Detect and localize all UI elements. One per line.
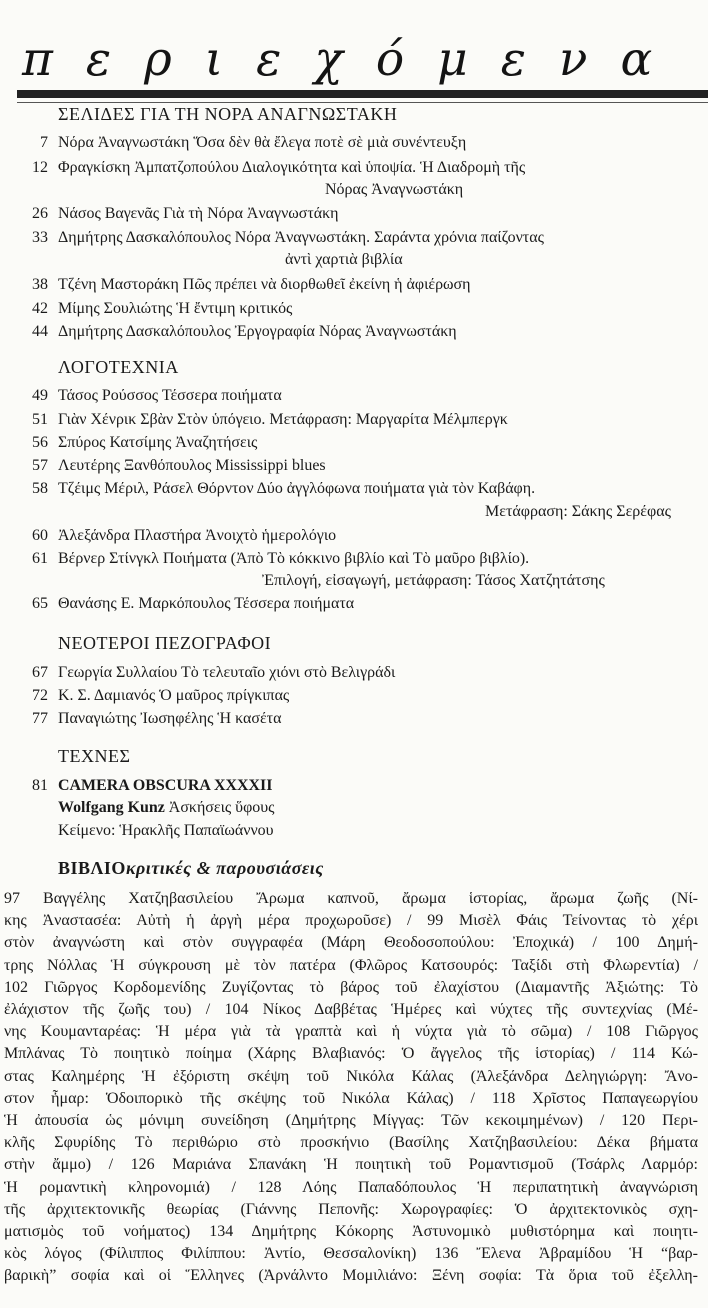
entry-author: Δημήτρης Δασκαλόπουλος bbox=[58, 323, 231, 340]
entry-author: Wolfgang Kunz bbox=[58, 799, 165, 816]
section-heading-logotexnia: ΛΟΓΟΤΕΧΝΙΑ bbox=[58, 357, 179, 377]
page-number: 12 bbox=[32, 159, 48, 176]
entry-continuation: Νόρας Ἀναγνωστάκη bbox=[325, 181, 464, 198]
entry-title: Διαλογικότητα καὶ ὑποψία. Ἡ Διαδρομὴ τῆς bbox=[241, 159, 526, 176]
entry-title: Ἡ ἔντιμη κριτικός bbox=[176, 300, 293, 317]
review-line: κλῆς Σφυρίδης Τὸ περιθώριο στὸ προσκήνιο (Βασίλης Χατζηβασιλείου: Δέκα βήματα bbox=[4, 1134, 698, 1152]
entry-text bbox=[58, 685, 704, 707]
entry-text bbox=[58, 593, 704, 615]
entry-text bbox=[58, 385, 704, 407]
entry-title: Ἀσκήσεις ὕφους bbox=[168, 799, 275, 816]
entry-title: Γιὰ τὴ Νόρα Ἀναγνωστάκη bbox=[163, 205, 339, 222]
page-number: 44 bbox=[32, 323, 48, 340]
entry-title: Τέσσερα ποιήματα bbox=[234, 595, 355, 612]
review-line: κης Ἀναστασέα: Αὐτὴ ἡ ἀργὴ μέρα προχωροῦσε) / 99 Μισὲλ Φάις Τείνοντας τὸ χέρι bbox=[4, 912, 698, 930]
entry-author: Τζένη Μαστοράκη bbox=[58, 276, 179, 293]
review-line: νης Κουμανταρέας: Ἡ μέρα γιὰ τὰ γραπτὰ καὶ ἡ νύχτα γιὰ τὸ σῶμα) / 108 Γιῶργος bbox=[4, 1023, 698, 1041]
entry-text bbox=[58, 132, 704, 154]
entry-text bbox=[58, 274, 704, 296]
review-line: Ἡ ρομαντικὴ κληρονομιά) / 128 Λόης Παπαδόπουλος Ἡ περιπατητικὴ ἀναγνώριση bbox=[4, 1178, 698, 1196]
entry-title: Δύο ἀγγλόφωνα ποιήματα γιὰ τὸν Καβάφη. bbox=[256, 480, 536, 497]
page-number: 61 bbox=[32, 550, 48, 567]
entry-title: Τὸ τελευταῖο χιόνι στὸ Βελιγράδι bbox=[180, 664, 396, 681]
entry-title: Τέσσερα ποιήματα bbox=[161, 387, 282, 404]
entry-text bbox=[58, 548, 704, 570]
review-line: ματισμὸς τοῦ νοήματος) 134 Δημήτρης Κόκορης Ἀστυνομικὸ μυθιστόρημα καὶ ποιητι- bbox=[4, 1223, 698, 1241]
entry-author: Σπύρος Κατσίμης bbox=[58, 434, 172, 451]
entry-title: Πῶς πρέπει νὰ διορθωθεῖ ἐκείνη ἡ ἀφιέρωση bbox=[182, 276, 471, 293]
review-line: Ἡ ἀπουσία ὡς μόνιμη συνείδηση (Δημήτρης Μίγγας: Τῶν κεκοιμημένων) / 120 Περι- bbox=[4, 1112, 698, 1130]
page-number: 42 bbox=[32, 300, 48, 317]
entry-title: Ποιήματα (Ἀπὸ Τὸ κόκκινο βιβλίο καὶ Τὸ μαῦρο βιβλίο). bbox=[162, 550, 530, 567]
review-line: τρης Νόλλας Ἡ σύγκρουση μὲ τὸν πατέρα (Φλῶρος Κατσουρός: Ταξίδι στὴ Φλωρεντία) / bbox=[4, 956, 698, 974]
page-number: 7 bbox=[40, 134, 48, 151]
entry-author: Κ. Σ. Δαμιανός bbox=[58, 687, 156, 704]
entry-author: Βέρνερ Στίνγκλ bbox=[58, 550, 159, 567]
entry-author: Τάσος Ρούσσος bbox=[58, 387, 159, 404]
entry-title: Ὅσα δὲν θὰ ἔλεγα ποτὲ σὲ μιὰ συνέντευξη bbox=[193, 134, 467, 151]
review-line: στον ἦμαρ: Ὁδοιπορικὸ τῆς σκέψης τοῦ Νικόλα Κάλας) / 118 Χρῖστος Παπαγεωργίου bbox=[4, 1089, 698, 1107]
page-number: 33 bbox=[32, 229, 48, 246]
entry-author: Ἀλεξάνδρα Πλαστήρα bbox=[58, 527, 202, 544]
entry-text bbox=[58, 298, 704, 320]
page-number: 26 bbox=[32, 205, 48, 222]
entry-author: Θανάσης Ε. Μαρκόπουλος bbox=[58, 595, 231, 612]
section-heading-pezografoi: ΝΕΟΤΕΡΟΙ ΠΕΖΟΓΡΑΦΟΙ bbox=[58, 633, 272, 653]
entry-text bbox=[58, 708, 704, 730]
entry-title: Νόρα Ἀναγνωστάκη. Σαράντα χρόνια παίζοντας bbox=[234, 229, 544, 246]
entry-title: Ὁ μαῦρος πρίγκιπας bbox=[159, 687, 290, 704]
page-number: 65 bbox=[32, 595, 48, 612]
entry-author: Νάσος Βαγενᾶς bbox=[58, 205, 160, 222]
entry-continuation: Κείμενο: Ἡρακλῆς Παπαϊωάννου bbox=[58, 822, 274, 839]
review-line: τῆς ἀρχιτεκτονικῆς θεωρίας (Γιάννης Πεπονῆς: Χωρογραφίες: Ὁ ἀρχιτεκτονικὸς σχη- bbox=[4, 1200, 698, 1218]
entry-text bbox=[58, 662, 704, 684]
section-heading-texnes: ΤΕΧΝΕΣ bbox=[58, 746, 131, 766]
entry-text bbox=[58, 525, 704, 547]
review-line: κὸς λόγος (Φίλιππος Φιλίππου: Ἀντίο, Θεσσαλονίκη) 136 Ἔλενα Ἀβραμίδου Ἡ “βαρ- bbox=[4, 1245, 698, 1263]
page-number: 57 bbox=[32, 457, 48, 474]
page-number: 49 bbox=[32, 387, 48, 404]
review-line: στας Καλημέρης Ἡ ἐξόριστη σκέψη τοῦ Νικόλα Κάλας (Ἀλεξάνδρα Δεληγιώργη: Ἄνο- bbox=[4, 1067, 698, 1085]
entry-text bbox=[58, 432, 704, 454]
page-number: 67 bbox=[32, 664, 48, 681]
entry-title: Ἡ κασέτα bbox=[217, 710, 282, 727]
entry-author: Λευτέρης Ξανθόπουλος bbox=[58, 457, 212, 474]
entry-text bbox=[58, 157, 704, 179]
page-number: 81 bbox=[32, 777, 48, 794]
review-line: 97 Βαγγέλης Χατζηβασιλείου Ἄρωμα καπνοῦ, ἄρωμα ἱστορίας, ἄρωμα ζωῆς (Νί- bbox=[4, 890, 698, 907]
entry-title: CAMERA OBSCURA XXXXII bbox=[58, 777, 273, 794]
review-line: Μπλάνας Τὸ ποιητικὸ ποίημα (Χάρης Βλαβιανός: Ὁ ἄγγελος τῆς ἱστορίας) / 114 Κώ- bbox=[4, 1045, 698, 1063]
page-number: 77 bbox=[32, 710, 48, 727]
entry-author: Τζέιμς Μέριλ, Ράσελ Θόρντον bbox=[58, 480, 254, 497]
entry-author: Μίμης Σουλιώτης bbox=[58, 300, 173, 317]
entry-text bbox=[58, 478, 704, 500]
section-heading-biblio bbox=[58, 858, 324, 879]
review-line: βαρικὴ” σοφία καὶ οἱ Ἕλληνες (Ἀρνάλντο Μομιλιάνο: Ξένη σοφία: Τὰ ὅρια τοῦ ἐξελλη- bbox=[4, 1267, 698, 1285]
entry-author: Γεωργία Συλλαίου bbox=[58, 664, 178, 681]
page-number: 60 bbox=[32, 527, 48, 544]
entry-text bbox=[58, 227, 704, 249]
title-rule-thick bbox=[17, 90, 708, 98]
entry-title: Mississippi blues bbox=[215, 457, 326, 474]
review-line: 102 Γιῶργος Κορδομενίδης Ζυγίζοντας τὸ βάρος τοῦ ἐλαχίστου (Διαμαντῆς Ἀξιώτης: Τὸ bbox=[4, 978, 698, 996]
entry-author: Δημήτρης Δασκαλόπουλος bbox=[58, 229, 231, 246]
entry-continuation: ἀντὶ χαρτιὰ βιβλία bbox=[285, 251, 403, 268]
page-number: 38 bbox=[32, 276, 48, 293]
entry-continuation: Ἐπιλογή, εἰσαγωγή, μετάφραση: Τάσος Χατζητάτσης bbox=[262, 572, 605, 589]
page-number: 51 bbox=[32, 411, 48, 428]
entry-text bbox=[58, 797, 704, 819]
entry-author: Γιὰν Χένρικ Σβὰν bbox=[58, 411, 174, 428]
title-rule-thin bbox=[17, 102, 708, 103]
section-heading-nora: ΣΕΛΙΔΕΣ ΓΙΑ ΤΗ ΝΟΡΑ ΑΝΑΓΝΩΣΤΑΚΗ bbox=[58, 104, 398, 124]
entry-title: Στὸν ὑπόγειο. Μετάφραση: Μαργαρίτα Μέλμπεργκ bbox=[177, 411, 508, 428]
entry-title: Ἀνοιχτὸ ἡμερολόγιο bbox=[205, 527, 337, 544]
entry-text bbox=[58, 321, 704, 343]
entry-text bbox=[58, 455, 704, 477]
entry-author: Νόρα Ἀναγνωστάκη bbox=[58, 134, 190, 151]
review-list bbox=[4, 888, 698, 1288]
page-number: 72 bbox=[32, 687, 48, 704]
entry-title: Ἀναζητήσεις bbox=[175, 434, 258, 451]
review-line: στὴν ἄμμο) / 126 Μαριάνα Σπανάκη Ἡ ποιητικὴ τοῦ Ρομαντισμοῦ (Τσάρλς Λαρμόρ: bbox=[4, 1156, 698, 1174]
page-title: περιεχόμενα bbox=[22, 32, 686, 87]
review-line: στὸν ἀναγνώστη καὶ στὸν συγγραφέα (Μάρη Θεοδοσοπούλου: Ἐποχικά) / 100 Δημή- bbox=[4, 934, 698, 952]
entry-text bbox=[58, 203, 704, 225]
section-heading-bold: ΒΙΒΛΙΟ bbox=[58, 858, 126, 878]
section-heading-rest: κριτικές & παρουσιάσεις bbox=[125, 858, 324, 878]
entry-title: Ἐργογραφία Νόρας Ἀναγνωστάκη bbox=[234, 323, 457, 340]
entry-author: Φραγκίσκη Ἀμπατζοπούλου bbox=[58, 159, 239, 176]
entry-continuation: Μετάφραση: Σάκης Σερέφας bbox=[485, 503, 671, 520]
review-line: ἐλάχιστον τῆς ζωῆς του) / 104 Νίκος Δαββέτας Ἡμέρες καὶ νύχτες τῆς συντεχνίας (Μέ- bbox=[4, 1001, 698, 1019]
entry-author: Παναγιώτης Ἰωσηφέλης bbox=[58, 710, 214, 727]
page-number: 56 bbox=[32, 434, 48, 451]
entry-text bbox=[58, 409, 704, 431]
page-number: 58 bbox=[32, 480, 48, 497]
